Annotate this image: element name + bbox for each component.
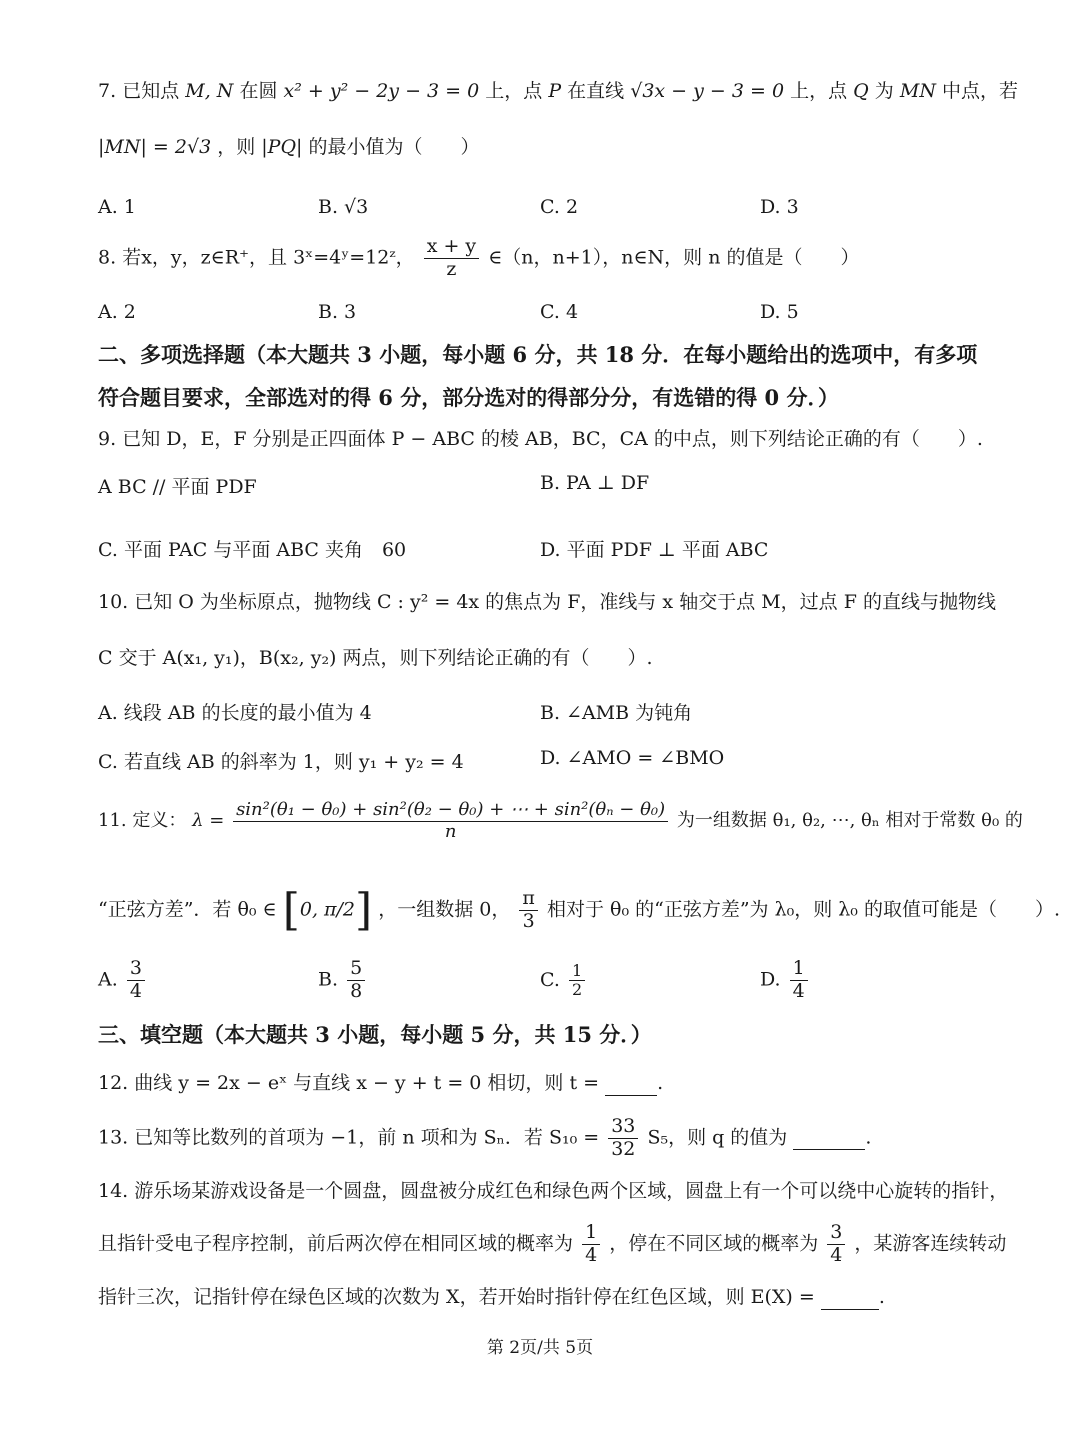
section-3-heading: 三、填空题（本大题共 3 小题，每小题 5 分，共 15 分．） (98, 1022, 652, 1047)
q11-line1: 11. 定义： λ = $\frac{\text{sin²(θ₁ − θ₀) + sin²(θ₂ − θ₀) + ⋯ + sin²(θₙ − θ₀)}}{n}$ 为一组数据 θ₁, θ₂, ⋯, θₙ 相对于常数 θ₀ 的 (98, 799, 1023, 842)
q9-option-d: D. 平面 PDF ⊥ 平面 ABC (540, 539, 769, 561)
q7-option-d: D. 3 (760, 196, 799, 218)
q10-option-d: D. ∠AMO = ∠BMO (540, 747, 725, 769)
q11-line2: “正弦方差”．若 θ₀ ∈ [0, π/2] ，一组数据 0， $\frac{\pi}{3}$ 相对于 θ₀ 的“正弦方差”为 λ₀，则 λ₀ 的取值可能是（ ）. (98, 884, 1061, 936)
q7-line2: |MN| = 2√3 ，则 |PQ| 的最小值为（ ） (98, 136, 480, 158)
q14-number: 14. (98, 1180, 129, 1202)
q10-number: 10. (98, 591, 129, 613)
q8-option-a: A. 2 (98, 301, 136, 323)
q14-line2: 且指针受电子程序控制，前后两次停在相同区域的概率为 $\frac{1}{4}$ ，停在不同区域的概率为 $\frac{3}{4}$ ，某游客连续转动 (98, 1221, 1007, 1266)
interval: 0, π/2 (299, 898, 356, 921)
q7-number: 7. (98, 80, 117, 102)
q9-number: 9. (98, 428, 117, 450)
q11-sine-variance-fraction: $\frac{\text{sin²(θ₁ − θ₀) + sin²(θ₂ − θ₀) + ⋯ + sin²(θₙ − θ₀)}}{n}$ (233, 800, 668, 842)
q8-option-c: C. 4 (540, 301, 579, 323)
q12-number: 12. (98, 1072, 129, 1094)
q7-option-b: B. √3 (318, 196, 369, 218)
q8-fraction: $\frac{x + y}{z}$ (424, 236, 479, 281)
q8-line: 8. 若x，y，z∈R⁺，且 3ˣ=4ʸ=12ᶻ， $\frac{x + y}{z}$ ∈（n，n+1），n∈N，则 n 的值是（ ） (98, 235, 860, 280)
q14-line3: 指针三次，记指针停在绿色区域的次数为 X，若开始时指针停在红色区域，则 E(X) = . (98, 1286, 885, 1308)
q7-line1: 7. 已知点 M, N 在圆 x² + y² − 2y − 3 = 0 上，点 P 在直线 √3x − y − 3 = 0 上，点 Q 为 MN 中点，若 (98, 80, 1019, 102)
q11-option-b: B. $\frac{5}{8}$ (318, 958, 368, 1003)
q9-option-a: A BC // 平面 PDF (98, 476, 257, 498)
q8-option-b: B. 3 (318, 301, 357, 323)
q8-number: 8. (98, 246, 117, 269)
q14-line1: 14. 游乐场某游戏设备是一个圆盘，圆盘被分成红色和绿色两个区域，圆盘上有一个可以绕中心旋转的指针， (98, 1180, 1009, 1202)
q13-number: 13. (98, 1126, 129, 1149)
q12-answer-blank (605, 1072, 657, 1096)
page-footer: 第 2页/共 5页 (486, 1338, 594, 1358)
q11-number: 11. (98, 810, 127, 832)
q14-answer-blank (821, 1286, 879, 1310)
q8-option-d: D. 5 (760, 301, 799, 323)
q11-option-a: A. $\frac{3}{4}$ (98, 958, 148, 1003)
q13-line: 13. 已知等比数列的首项为 −1，前 n 项和为 Sₙ．若 S₁₀ = $\frac{33}{32}$ S₅，则 q 的值为 . (98, 1115, 872, 1160)
line-equation: √3x − y − 3 = 0 (630, 80, 785, 102)
q12-line: 12. 曲线 y = 2x − eˣ 与直线 x − y + t = 0 相切，则 t = . (98, 1072, 664, 1094)
q10-option-c: C. 若直线 AB 的斜率为 1，则 y₁ + y₂ = 4 (98, 751, 464, 773)
q9-option-b: B. PA ⊥ DF (540, 472, 650, 494)
q11-option-d: D. $\frac{1}{4}$ (760, 958, 811, 1003)
section-2-heading: 二、多项选择题（本大题共 3 小题，每小题 6 分，共 18 分．在每小题给出的选项中，有多项 (98, 342, 978, 367)
q13-fraction: $\frac{33}{32}$ (608, 1116, 638, 1161)
q10-option-b: B. ∠AMB 为钝角 (540, 702, 693, 724)
q11-option-c: C. $\frac{1}{2}$ (540, 962, 588, 1000)
q13-answer-blank (793, 1126, 865, 1150)
q9-line: 9. 已知 D，E，F 分别是正四面体 P − ABC 的棱 AB，BC，CA 的中点，则下列结论正确的有（ ）. (98, 428, 983, 450)
circle-equation: x² + y² − 2y − 3 = 0 (283, 80, 480, 102)
q10-line2: C 交于 A(x₁, y₁)，B(x₂, y₂) 两点，则下列结论正确的有（ ）. (98, 647, 653, 669)
pi-over-3: $\frac{\pi}{3}$ (519, 888, 538, 933)
q7-option-a: A. 1 (98, 196, 136, 218)
q10-line1: 10. 已知 O 为坐标原点，抛物线 C : y² = 4x 的焦点为 F，准线与 x 轴交于点 M，过点 F 的直线与抛物线 (98, 591, 996, 613)
section-2-heading-cont: 符合题目要求，全部选对的得 6 分，部分选对的得部分分，有选错的得 0 分．） (98, 385, 839, 410)
q9-option-c: C. 平面 PAC 与平面 ABC 夹角 60 (98, 539, 407, 561)
q10-option-a: A. 线段 AB 的长度的最小值为 4 (98, 702, 372, 724)
q7-option-c: C. 2 (540, 196, 579, 218)
